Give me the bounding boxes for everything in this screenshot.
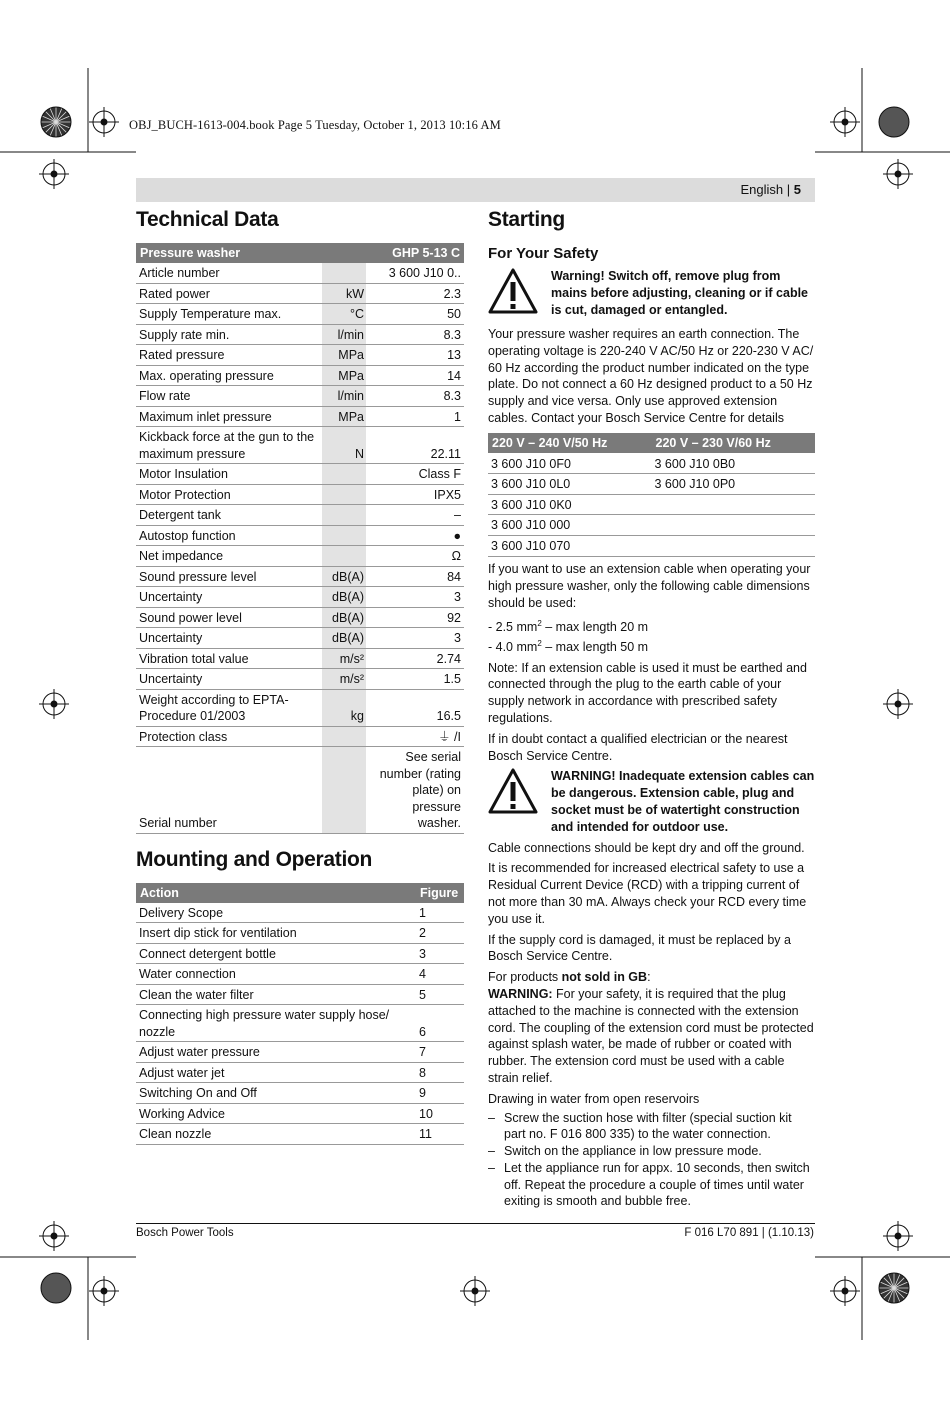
row-label: Rated pressure bbox=[136, 345, 322, 366]
row-label: Serial number bbox=[136, 747, 322, 834]
table-row bbox=[136, 1042, 464, 1063]
table-row bbox=[488, 453, 815, 474]
starting-title: Starting bbox=[488, 208, 565, 231]
table-row bbox=[136, 628, 464, 649]
row-unit: kg bbox=[322, 689, 366, 726]
row-value: 2.74 bbox=[366, 648, 464, 669]
row-unit bbox=[322, 484, 366, 505]
table-row bbox=[136, 345, 464, 366]
table-row bbox=[136, 283, 464, 304]
voltage-table bbox=[488, 433, 815, 558]
table-row bbox=[136, 484, 464, 505]
list-item: – Screw the suction hose with filter (special suction kit part no. F 016 800 335) to the water connection. bbox=[488, 1110, 815, 1144]
table-row bbox=[136, 726, 464, 747]
row-value: – bbox=[366, 505, 464, 526]
footer-rule bbox=[136, 1223, 815, 1224]
mounting-rows bbox=[136, 903, 464, 1145]
row-unit bbox=[322, 546, 366, 567]
row-value: 22.11 bbox=[366, 427, 464, 464]
row-unit: MPa bbox=[322, 365, 366, 386]
row-unit: MPa bbox=[322, 345, 366, 366]
table-row bbox=[136, 386, 464, 407]
table-header-figure: Figure bbox=[416, 883, 464, 903]
table-row bbox=[136, 648, 464, 669]
product-number-60hz bbox=[652, 535, 816, 557]
row-action: Connecting high pressure water supply hose/ nozzle bbox=[136, 1005, 416, 1042]
row-action: Adjust water jet bbox=[136, 1062, 416, 1083]
row-label: Sound power level bbox=[136, 607, 322, 628]
table-row bbox=[136, 505, 464, 526]
row-label: Uncertainty bbox=[136, 587, 322, 608]
product-number-60hz bbox=[652, 515, 816, 536]
warning-paragraph: WARNING: For your safety, it is required that the plug attached to the machine is connected with the extension cord. The coupling of the extension cord must be protected against splash water, be made of rubber or coated with rubber. The extension cord must be used with a cable strain relief. bbox=[488, 986, 814, 1085]
row-unit: dB(A) bbox=[322, 587, 366, 608]
table-row bbox=[136, 689, 464, 726]
row-label: Net impedance bbox=[136, 546, 322, 567]
row-label: Autostop function bbox=[136, 525, 322, 546]
product-number-50hz: 3 600 J10 000 bbox=[488, 515, 652, 536]
row-value: 1.5 bbox=[366, 669, 464, 690]
row-figure: 10 bbox=[416, 1103, 464, 1124]
table-row bbox=[136, 464, 464, 485]
safety-title: For Your Safety bbox=[488, 245, 599, 262]
warning-text: WARNING! Inadequate extension cables can be dangerous. Extension cable, plug and socket must be of watertight construction and intended for outdoor use. bbox=[551, 769, 815, 834]
row-value: 13 bbox=[366, 345, 464, 366]
row-action: Clean nozzle bbox=[136, 1124, 416, 1145]
product-number-50hz: 3 600 J10 0L0 bbox=[488, 474, 652, 495]
row-unit bbox=[322, 726, 366, 747]
paragraph: Cable connections should be kept dry and off the ground. bbox=[488, 840, 805, 855]
row-unit bbox=[322, 525, 366, 546]
row-value: 84 bbox=[366, 566, 464, 587]
technical-data-table bbox=[136, 243, 464, 834]
row-unit bbox=[322, 464, 366, 485]
row-label: Weight according to EPTA-Procedure 01/2003 bbox=[136, 689, 322, 726]
voltage-header-60hz: 220 V – 230 V/60 Hz bbox=[652, 433, 816, 453]
paragraph: If you want to use an extension cable when operating your high pressure washer, only the following cable dimensions should be used: bbox=[488, 562, 811, 610]
product-number-60hz: 3 600 J10 0B0 bbox=[652, 453, 816, 474]
table-row bbox=[136, 943, 464, 964]
table-row bbox=[136, 1083, 464, 1104]
row-unit: m/s² bbox=[322, 648, 366, 669]
row-value: 16.5 bbox=[366, 689, 464, 726]
row-value: 2.3 bbox=[366, 283, 464, 304]
steps-list bbox=[488, 1110, 815, 1211]
table-row bbox=[136, 1103, 464, 1124]
row-figure: 11 bbox=[416, 1124, 464, 1145]
table-row bbox=[136, 587, 464, 608]
row-action: Insert dip stick for ventilation bbox=[136, 923, 416, 944]
row-label: Maximum inlet pressure bbox=[136, 406, 322, 427]
table-header-label: Pressure washer bbox=[136, 243, 366, 263]
list-item: – Let the appliance run for appx. 10 seconds, then switch off. Repeat the procedure a couple of times until water exiting is smooth and bubble free. bbox=[488, 1160, 815, 1210]
cable-spec: - 4.0 $mm^2$ – max length 50 m bbox=[488, 638, 649, 654]
row-figure: 8 bbox=[416, 1062, 464, 1083]
product-number-50hz: 3 600 J10 070 bbox=[488, 535, 652, 557]
row-action: Connect detergent bottle bbox=[136, 943, 416, 964]
table-row bbox=[136, 923, 464, 944]
row-label: Article number bbox=[136, 263, 322, 283]
warning-triangle-icon bbox=[488, 768, 538, 814]
table-row bbox=[136, 984, 464, 1005]
row-value: 3 600 J10 0.. bbox=[366, 263, 464, 283]
row-figure: 1 bbox=[416, 903, 464, 923]
paragraph: If in doubt contact a qualified electrician or the nearest Bosch Service Centre. bbox=[488, 731, 788, 763]
row-value: 8.3 bbox=[366, 386, 464, 407]
table-row bbox=[136, 1005, 464, 1042]
row-action: Water connection bbox=[136, 964, 416, 985]
row-unit: N bbox=[322, 427, 366, 464]
table-row bbox=[136, 406, 464, 427]
table-row bbox=[136, 903, 464, 923]
table-row bbox=[136, 1062, 464, 1083]
book-info-line: OBJ_BUCH-1613-004.book Page 5 Tuesday, October 1, 2013 10:16 AM bbox=[129, 118, 501, 132]
footer-doc-number: F 016 L70 891 | (1.10.13) bbox=[684, 1227, 814, 1239]
product-number-50hz: 3 600 J10 0F0 bbox=[488, 453, 652, 474]
row-unit: kW bbox=[322, 283, 366, 304]
table-row bbox=[136, 427, 464, 464]
gb-note: For products not sold in GB: bbox=[488, 970, 651, 985]
row-label: Sound pressure level bbox=[136, 566, 322, 587]
mounting-table bbox=[136, 883, 464, 1145]
table-row bbox=[488, 474, 815, 495]
row-label: Kickback force at the gun to the maximum pressure bbox=[136, 427, 322, 464]
table-row bbox=[136, 263, 464, 283]
product-number-60hz bbox=[652, 494, 816, 515]
row-label: Protection class bbox=[136, 726, 322, 747]
footer-brand: Bosch Power Tools bbox=[136, 1227, 234, 1239]
row-label: Uncertainty bbox=[136, 628, 322, 649]
list-item: – Switch on the appliance in low pressure mode. bbox=[488, 1143, 815, 1160]
voltage-header-50hz: 220 V – 240 V/50 Hz bbox=[488, 433, 652, 453]
warning-text: Warning! Switch off, remove plug from mains before adjusting, cleaning or if cable is cut, damaged or entangled. bbox=[551, 269, 809, 317]
row-value: 3 bbox=[366, 628, 464, 649]
row-figure: 2 bbox=[416, 923, 464, 944]
table-row bbox=[136, 546, 464, 567]
table-row bbox=[136, 964, 464, 985]
right-column bbox=[488, 206, 815, 1210]
row-value: 92 bbox=[366, 607, 464, 628]
row-action: Working Advice bbox=[136, 1103, 416, 1124]
page-number: English | 5 bbox=[740, 182, 801, 197]
left-column bbox=[136, 206, 464, 1145]
row-unit: dB(A) bbox=[322, 566, 366, 587]
row-action: Switching On and Off bbox=[136, 1083, 416, 1104]
row-value: 1 bbox=[366, 406, 464, 427]
paragraph: If the supply cord is damaged, it must be replaced by a Bosch Service Centre. bbox=[488, 932, 791, 964]
table-row bbox=[488, 515, 815, 536]
row-value: 14 bbox=[366, 365, 464, 386]
row-label: Motor Insulation bbox=[136, 464, 322, 485]
technical-data-title: Technical Data bbox=[136, 208, 279, 231]
table-row bbox=[488, 535, 815, 557]
table-row bbox=[136, 669, 464, 690]
row-value: 3 bbox=[366, 587, 464, 608]
table-row bbox=[136, 747, 464, 834]
row-label: Detergent tank bbox=[136, 505, 322, 526]
warning-box bbox=[488, 268, 815, 322]
product-number-50hz: 3 600 J10 0K0 bbox=[488, 494, 652, 515]
warning-triangle-icon bbox=[488, 268, 538, 314]
row-label: Supply rate min. bbox=[136, 324, 322, 345]
paragraph: Note: If an extension cable is used it must be earthed and connected through the plug to the earth cable of your supply network in accordance with prescribed safety regulations. bbox=[488, 660, 807, 725]
mounting-title: Mounting and Operation bbox=[136, 847, 373, 871]
row-figure: 3 bbox=[416, 943, 464, 964]
paragraph: It is recommended for increased electrical safety to use a Residual Current Device (RCD) with a tripping current of not more than 30 mA. Always check your RCD every time you use it. bbox=[488, 861, 807, 926]
row-action: Adjust water pressure bbox=[136, 1042, 416, 1063]
row-value: 50 bbox=[366, 304, 464, 325]
row-unit: dB(A) bbox=[322, 628, 366, 649]
table-row bbox=[136, 365, 464, 386]
row-figure: 9 bbox=[416, 1083, 464, 1104]
row-figure: 6 bbox=[416, 1005, 464, 1042]
row-unit bbox=[322, 747, 366, 834]
row-label: Vibration total value bbox=[136, 648, 322, 669]
row-unit: MPa bbox=[322, 406, 366, 427]
row-label: Rated power bbox=[136, 283, 322, 304]
row-action: Clean the water filter bbox=[136, 984, 416, 1005]
row-figure: 7 bbox=[416, 1042, 464, 1063]
row-value: ● bbox=[366, 525, 464, 546]
row-label: Motor Protection bbox=[136, 484, 322, 505]
row-label: Flow rate bbox=[136, 386, 322, 407]
table-header-action: Action bbox=[136, 883, 416, 903]
row-figure: 4 bbox=[416, 964, 464, 985]
table-row bbox=[136, 1124, 464, 1145]
warning-box bbox=[488, 768, 815, 835]
table-row bbox=[136, 324, 464, 345]
row-unit: °C bbox=[322, 304, 366, 325]
row-value: IPX5 bbox=[366, 484, 464, 505]
voltage-rows bbox=[488, 453, 815, 557]
row-unit bbox=[322, 505, 366, 526]
row-unit: dB(A) bbox=[322, 607, 366, 628]
cable-spec: - 2.5 $mm^2$ – max length 20 m bbox=[488, 618, 649, 634]
table-row bbox=[136, 607, 464, 628]
row-unit: l/min bbox=[322, 324, 366, 345]
row-value: 8.3 bbox=[366, 324, 464, 345]
row-action: Delivery Scope bbox=[136, 903, 416, 923]
paragraph: Your pressure washer requires an earth connection. The operating voltage is 220-240 V AC/50 Hz or 220-230 V AC/ 60 Hz according the product number indicated on the type plate. Do not connect a 60 Hz designed product to a 50 Hz supply and vice versa. Only use approved extension cables. Contact your Bosch Service Centre for details bbox=[488, 327, 814, 425]
page-header bbox=[136, 178, 815, 202]
paragraph: Drawing in water from open reservoirs bbox=[488, 1091, 700, 1106]
technical-data-rows bbox=[136, 263, 464, 833]
row-unit: l/min bbox=[322, 386, 366, 407]
table-row bbox=[136, 525, 464, 546]
row-value: Ω bbox=[366, 546, 464, 567]
row-value: ⏚ /I bbox=[366, 726, 464, 747]
row-figure: 5 bbox=[416, 984, 464, 1005]
table-row bbox=[136, 304, 464, 325]
table-row bbox=[488, 494, 815, 515]
row-label: Max. operating pressure bbox=[136, 365, 322, 386]
row-value: Class F bbox=[366, 464, 464, 485]
row-label: Uncertainty bbox=[136, 669, 322, 690]
product-number-60hz: 3 600 J10 0P0 bbox=[652, 474, 816, 495]
row-label: Supply Temperature max. bbox=[136, 304, 322, 325]
table-header-model: GHP 5-13 C bbox=[366, 243, 464, 263]
row-unit: m/s² bbox=[322, 669, 366, 690]
table-row bbox=[136, 566, 464, 587]
row-value: See serial number (rating plate) on pressure washer. bbox=[366, 747, 464, 834]
row-unit bbox=[322, 263, 366, 283]
